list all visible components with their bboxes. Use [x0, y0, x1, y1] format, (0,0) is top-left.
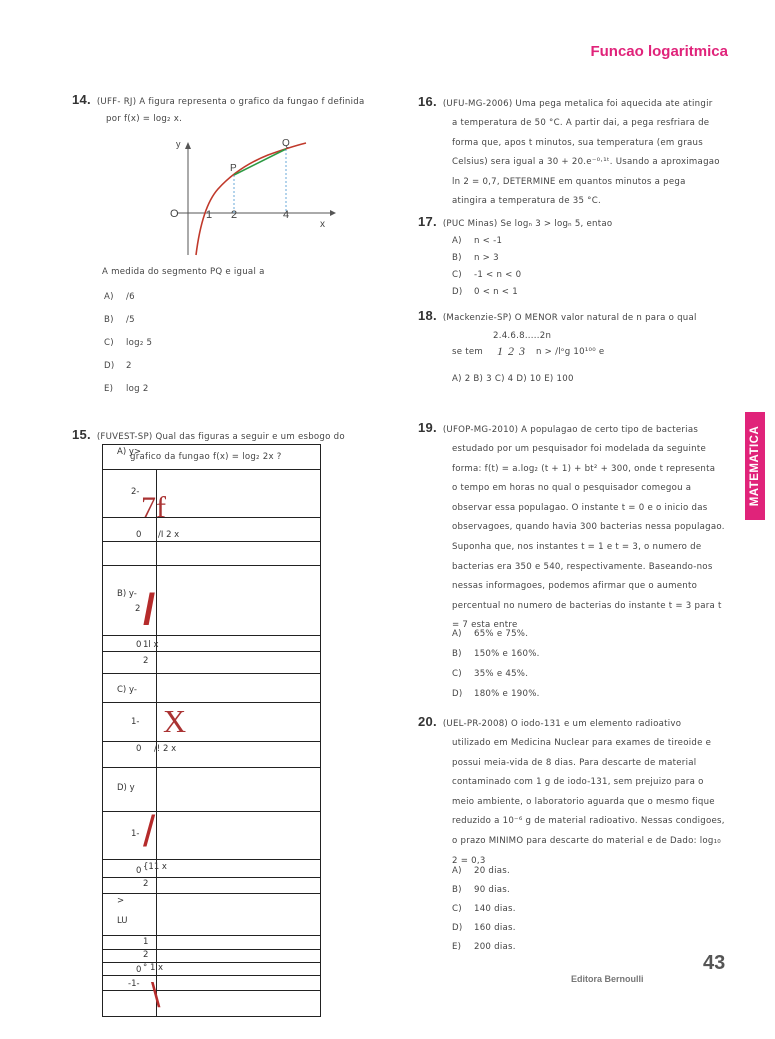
question-text-line: (Mackenzie-SP) O MENOR valor natural de n para o qual — [442, 313, 697, 323]
question-text-line: (FUVEST-SP) Qual das figuras a seguir e um esbogo do — [96, 432, 345, 442]
figure-b-glyph: / — [143, 585, 156, 634]
x-axis-arrow — [330, 210, 336, 216]
formula-rest: n > /lᵒg 10¹⁰⁰ e — [536, 347, 605, 357]
answer-figures-table — [102, 444, 321, 1017]
option-e: E) 200 dias. — [452, 942, 516, 952]
log-graph-figure — [158, 137, 338, 257]
figure-d-glyph: / — [143, 807, 156, 856]
x-label: x — [320, 219, 325, 230]
cell-c-1: 1- — [131, 717, 140, 727]
option-c: C) 140 dias. — [452, 904, 516, 914]
cell-b-y: B) y- — [117, 589, 137, 599]
log-curve — [196, 143, 306, 255]
question-text-line: (UEL-PR-2008) O iodo-131 e um elemento radioativo — [442, 719, 682, 729]
formula-denominator: 1 2 3 — [497, 344, 526, 358]
cell-b-2b: 2 — [143, 656, 149, 666]
question-text-line: por f(x) = log₂ x. — [106, 114, 183, 124]
figure-a-glyph: 7f — [141, 491, 166, 524]
y-axis-arrow — [185, 142, 191, 149]
cell-c-0: 0 — [136, 744, 142, 754]
option-d: D) 180% e 190%. — [452, 689, 540, 699]
tick-4: 4 — [283, 209, 290, 221]
question-19-body: estudado por um pesquisador foi modelada da seguinte forma: f(t) = a.log₂ (t + 1) + bt² + 300, onde t representa o tempo em horas no qual o pesquisador comegou a observar essa populagao. O instante t = 0 e o inicio das observagoes, quando havia 300 bacterias nessa populagao. Suponha que, nos instantes t = 1 e t = 3, o numero de bacterias era 350 e 540, respectivamente. Baseando-nos nessas informagoes, podemos afirmar que o aumento percentual no numero de bacterias do instante t = 3 para t = 7 esta entre — [452, 444, 725, 631]
question-text-line: (PUC Minas) Se logₙ 3 > logₙ 5, entao — [442, 219, 613, 229]
cell-e-1: 1 — [143, 937, 149, 947]
question-number: 16. — [418, 94, 437, 109]
cell-e-2: 2 — [143, 950, 149, 960]
cell-c-x: /! 2 x — [154, 744, 177, 754]
question-number: 19. — [418, 420, 437, 435]
option-b: B) 90 dias. — [452, 885, 510, 895]
cell-e-0: 0 — [136, 965, 142, 975]
question-number: 17. — [418, 214, 437, 229]
cell-d-1: 1- — [131, 829, 140, 839]
question-17 — [418, 212, 738, 234]
cell-e-x: ° 1 x — [143, 963, 164, 973]
cell-d-y: D) y — [117, 783, 135, 793]
cell-d-0: 0 — [136, 866, 142, 876]
option-e: E) log 2 — [104, 384, 149, 394]
cell-b-2: 2 — [135, 604, 141, 614]
option-b: B) /5 — [104, 315, 135, 325]
option-c: C) -1 < n < 0 — [452, 270, 522, 280]
cell-c-y: C) y- — [117, 685, 137, 695]
cell-b-0: 0 — [136, 640, 142, 650]
question-prompt: A medida do segmento PQ e igual a — [102, 267, 265, 277]
cell-d-x: {11 x — [143, 862, 167, 872]
option-a: A) /6 — [104, 292, 135, 302]
question-number: 18. — [418, 308, 437, 323]
question-20-body: utilizado em Medicina Nuclear para exames de tireoide e possui meia-vida de 8 dias. Para descarte de material contaminado com 1 g de iodo-131, sem prejuizo para o meio ambiente, o laboratorio aguarda que o mesmo fique reduzido a 10⁻⁶ g de material radioativo. Nessas condigoes, o prazo MINIMO para descarte do material e de Dado: log₁₀ 2 = 0,3 — [452, 738, 725, 866]
option-a: A) 20 dias. — [452, 866, 510, 876]
question-19 — [418, 418, 738, 440]
question-text-line: (UFOP-MG-2010) A populagao de certo tipo de bacterias — [442, 425, 699, 435]
figure-e-glyph: \ — [151, 977, 161, 1015]
y-label: y — [176, 139, 181, 149]
se-tem-label: se tem — [452, 347, 484, 357]
question-text-line: (UFF- RJ) A figura representa o grafico da fungao f definida — [96, 97, 365, 107]
question-16-body: a temperatura de 50 °C. A partir dai, a pega resfriara de forma que, apos t minutos, sua temperatura (em graus Celsius) sera igual a 30 + 20.e⁻⁰·¹ᵗ. Usando a aproximagao ln 2 = 0,7, DETERMINE em quantos minutos a pega atingira a temperatura de 35 °C. — [452, 118, 720, 206]
point-p-label: P — [230, 163, 237, 174]
option-a: A) n < -1 — [452, 236, 503, 246]
question-18 — [418, 306, 738, 328]
option-d: D) 0 < n < 1 — [452, 287, 518, 297]
origin-label: O — [170, 208, 179, 220]
cell-a-y: A) y> — [117, 447, 141, 457]
answer-choices: A) 2 B) 3 C) 4 D) 10 E) 100 — [452, 374, 574, 384]
formula-numerator: 2.4.6.8.....2n — [493, 331, 552, 341]
table-divider — [156, 469, 157, 1016]
cell-a-x: /I 2 x — [158, 530, 180, 540]
option-d: D) 160 dias. — [452, 923, 516, 933]
point-q-label: Q — [282, 138, 290, 149]
question-number: 14. — [72, 92, 91, 107]
cell-b-x: 1l x — [143, 640, 159, 650]
cell-d-2: 2 — [143, 879, 149, 889]
question-number: 20. — [418, 714, 437, 729]
question-text-line: (UFU-MG-2006) Uma pega metalica foi aquecida ate atingir — [442, 99, 713, 109]
segment-pq — [234, 149, 286, 175]
cell-a-2: 2- — [131, 487, 140, 497]
subject-side-tab — [745, 412, 765, 520]
chapter-title: Funcao logaritmica — [590, 43, 728, 60]
tick-1: 1 — [206, 209, 213, 221]
question-number: 15. — [72, 427, 91, 442]
figure-c-glyph: X — [163, 703, 187, 739]
cell-a-0: 0 — [136, 530, 142, 540]
cell-e-m1: -1- — [128, 979, 140, 989]
option-a: A) 65% e 75%. — [452, 629, 529, 639]
page-number: 43 — [703, 952, 726, 974]
option-c: C) log₂ 5 — [104, 338, 153, 348]
cell-e-lu: LU — [117, 916, 128, 926]
option-c: C) 35% e 45%. — [452, 669, 529, 679]
subject-label: MATEMATICA — [749, 425, 761, 507]
option-b: B) n > 3 — [452, 253, 499, 263]
question-16 — [418, 92, 738, 114]
cell-e-gt: > — [117, 896, 125, 906]
publisher-name: Editora Bernoulli — [571, 974, 644, 984]
option-b: B) 150% e 160%. — [452, 649, 540, 659]
question-20 — [418, 712, 738, 734]
tick-2: 2 — [231, 209, 238, 221]
option-d: D) 2 — [104, 361, 132, 371]
question-text-line: grafico da fungao f(x) = log₂ 2x ? — [130, 452, 282, 462]
